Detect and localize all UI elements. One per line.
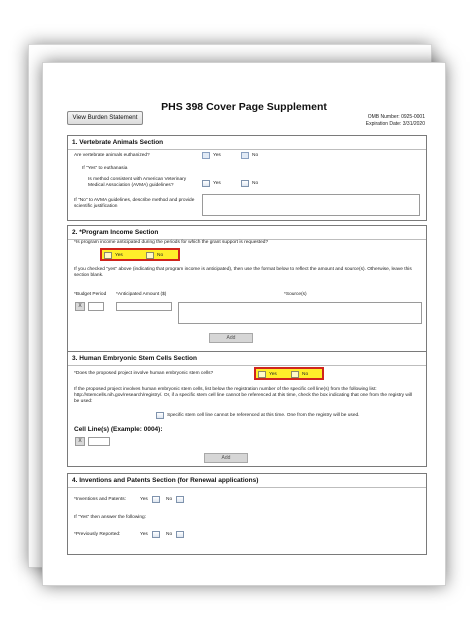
avma-justification-textarea[interactable]	[202, 194, 420, 216]
anticipated-amount-input[interactable]	[116, 302, 172, 311]
stem-cells-yes-checkbox[interactable]	[258, 371, 266, 378]
remove-cell-line-button[interactable]: X	[75, 437, 85, 446]
budget-period-input[interactable]	[88, 302, 104, 311]
remove-row-button[interactable]: X	[75, 302, 85, 311]
sources-header: *Source(s)	[284, 292, 307, 297]
stem-cells-question: *Does the proposed project involve human embryonic stem cells?	[74, 371, 214, 376]
avma-question-line1: Is method consistent with American Veterinary	[88, 177, 187, 182]
inventions-yes-label: Yes	[140, 497, 148, 502]
reported-yes-checkbox[interactable]	[152, 531, 160, 538]
stem-cells-instruction: If the proposed project involves human embryonic stem cells, list below the registration number of the specific cell line(s) from the following list: http://stemcells.nih.gov/research/registry/. Or, if a specific stem cell line cannot be referenced at this time, check the box indicating that one from the registry will be used:	[74, 387, 413, 404]
euthanized-yes-label: Yes	[213, 153, 221, 158]
section-heading: 4. Inventions and Patents Section (for Renewal applications)	[68, 474, 426, 488]
section-heading: 2. *Program Income Section	[68, 226, 426, 240]
inventions-no-checkbox[interactable]	[176, 496, 184, 503]
reported-no-checkbox[interactable]	[176, 531, 184, 538]
stem-cells-no-label: No	[302, 371, 309, 377]
program-income-no-checkbox[interactable]	[146, 252, 154, 259]
stem-cells-yes-label: Yes	[269, 371, 277, 377]
expiration-date: Expiration Date: 3/31/2020	[365, 121, 425, 127]
program-income-highlight	[100, 248, 180, 261]
sources-textarea[interactable]	[178, 302, 422, 324]
avma-question-line2: Medical Association (AVMA) guidelines?	[88, 183, 174, 188]
previously-reported-question: *Previously Reported:	[74, 532, 121, 537]
section-heading: 3. Human Embryonic Stem Cells Section	[68, 352, 426, 366]
program-income-question: *Is program income anticipated during the periods for which the grant support is requested?	[74, 240, 269, 245]
euthanasia-followup-label: If "Yes" to euthanasia	[82, 166, 128, 171]
euthanized-no-checkbox[interactable]	[241, 152, 249, 159]
form-page	[42, 62, 446, 586]
section-heading: 1. Vertebrate Animals Section	[68, 136, 426, 150]
euthanized-yes-checkbox[interactable]	[202, 152, 210, 159]
inventions-yes-checkbox[interactable]	[152, 496, 160, 503]
budget-period-header: *Budget Period	[74, 292, 107, 297]
human-embryonic-stem-cells-section	[67, 351, 427, 467]
program-income-yes-checkbox[interactable]	[104, 252, 112, 259]
inventions-question: *Inventions and Patents:	[74, 497, 127, 502]
registry-cell-line-checkbox[interactable]	[156, 412, 164, 419]
registry-cell-line-label: Specific stem cell line cannot be referenced at this time. One from the registry will be used.	[167, 413, 360, 418]
avma-yes-checkbox[interactable]	[202, 180, 210, 187]
stem-cells-highlight	[254, 367, 324, 380]
program-income-no-label: No	[157, 252, 164, 258]
vertebrate-animals-section	[67, 135, 427, 221]
program-income-yes-label: Yes	[115, 252, 123, 258]
inventions-followup-label: If "Yes" then answer the following:	[74, 515, 147, 520]
avma-no-checkbox[interactable]	[241, 180, 249, 187]
euthanized-no-label: No	[252, 153, 259, 158]
cell-lines-label: Cell Line(s) (Example: 0004):	[74, 426, 163, 433]
inventions-patents-section	[67, 473, 427, 555]
program-income-instruction: If you checked "yes" above (indicating that program income is anticipated), then use the format below to reflect the amount and source(s). Otherwise, leave this section blank.	[74, 267, 412, 278]
omb-number: OMB Number: 0925-0001	[367, 114, 425, 120]
reported-no-label: No	[166, 532, 173, 537]
page-title: PHS 398 Cover Page Supplement	[161, 101, 327, 113]
avma-yes-label: Yes	[213, 181, 221, 186]
omb-info	[366, 114, 425, 128]
view-burden-statement-button[interactable]: View Burden Statement	[67, 111, 143, 125]
avma-no-label: No	[252, 181, 259, 186]
avma-no-justification-label: If "No" to AVMA guidelines, describe method and provide scientific justification	[74, 198, 195, 209]
cell-line-input[interactable]	[88, 437, 110, 446]
add-cell-line-button[interactable]: Add	[204, 453, 248, 463]
program-income-section	[67, 225, 427, 353]
stem-cells-no-checkbox[interactable]	[291, 371, 299, 378]
euthanized-question: Are vertebrate animals euthanized?	[74, 153, 150, 158]
reported-yes-label: Yes	[140, 532, 148, 537]
inventions-no-label: No	[166, 497, 173, 502]
add-program-income-button[interactable]: Add	[209, 333, 253, 343]
anticipated-amount-header: *Anticipated Amount ($)	[116, 292, 167, 297]
